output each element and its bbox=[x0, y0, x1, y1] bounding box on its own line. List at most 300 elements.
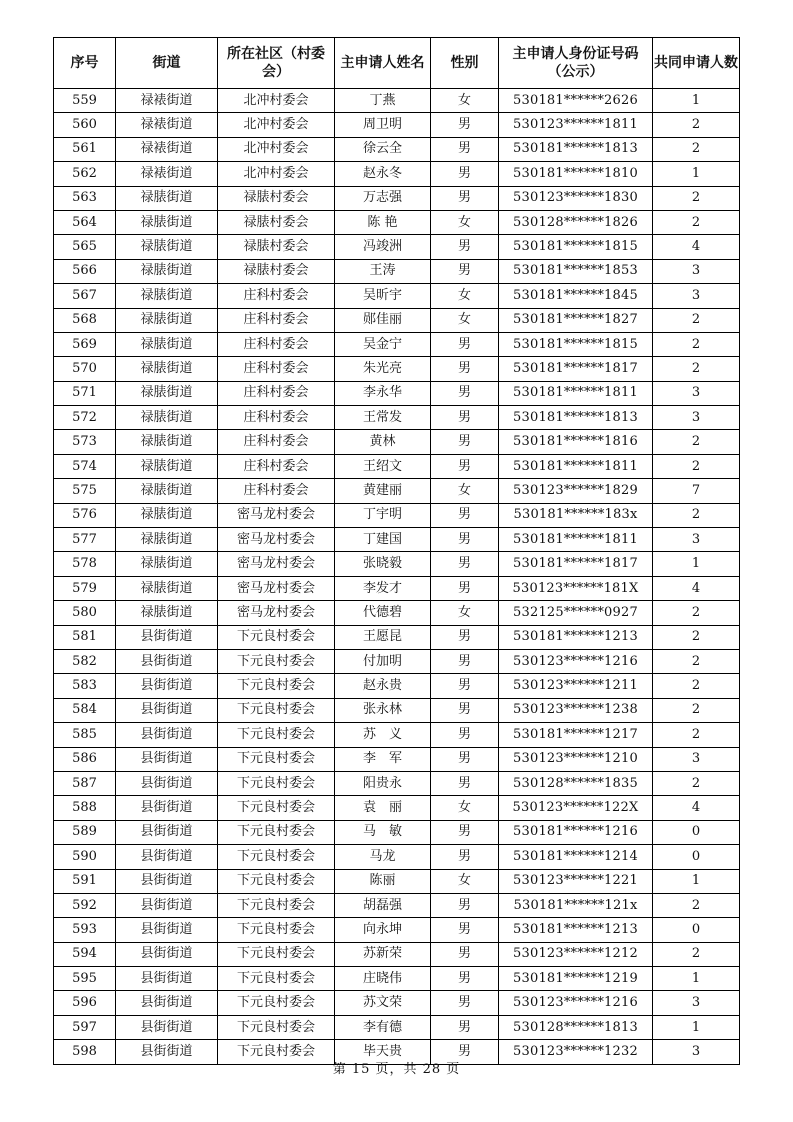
table-row bbox=[54, 406, 740, 430]
street-cell: 县街街道 bbox=[116, 649, 218, 673]
serial-number-cell: 572 bbox=[54, 406, 116, 430]
gender-cell: 男 bbox=[431, 918, 499, 942]
community-cell: 下元良村委会 bbox=[218, 942, 335, 966]
gender-cell: 男 bbox=[431, 991, 499, 1015]
community-cell: 下元良村委会 bbox=[218, 918, 335, 942]
serial-number-cell: 574 bbox=[54, 454, 116, 478]
id-number-cell: 530181******1213 bbox=[499, 918, 653, 942]
applicant-name-cell: 黄建丽 bbox=[335, 479, 431, 503]
header-street: 街道 bbox=[116, 38, 218, 89]
serial-number-cell: 586 bbox=[54, 747, 116, 771]
table-row bbox=[54, 771, 740, 795]
street-cell: 禄脿街道 bbox=[116, 332, 218, 356]
applicant-name-cell: 冯竣洲 bbox=[335, 235, 431, 259]
id-number-cell: 530181******1817 bbox=[499, 552, 653, 576]
table-row bbox=[54, 284, 740, 308]
community-cell: 禄脿村委会 bbox=[218, 259, 335, 283]
co-applicant-count-cell: 2 bbox=[653, 357, 740, 381]
street-cell: 禄脿街道 bbox=[116, 454, 218, 478]
table-row bbox=[54, 552, 740, 576]
id-number-cell: 530123******1216 bbox=[499, 991, 653, 1015]
id-number-cell: 530181******183x bbox=[499, 503, 653, 527]
street-cell: 禄脿街道 bbox=[116, 479, 218, 503]
co-applicant-count-cell: 4 bbox=[653, 235, 740, 259]
serial-number-cell: 568 bbox=[54, 308, 116, 332]
applicant-name-cell: 朱光亮 bbox=[335, 357, 431, 381]
serial-number-cell: 590 bbox=[54, 845, 116, 869]
gender-cell: 男 bbox=[431, 698, 499, 722]
id-number-cell: 530181******1816 bbox=[499, 430, 653, 454]
serial-number-cell: 593 bbox=[54, 918, 116, 942]
id-number-cell: 530123******1210 bbox=[499, 747, 653, 771]
applicant-table bbox=[53, 37, 740, 1065]
street-cell: 禄裱街道 bbox=[116, 162, 218, 186]
id-number-cell: 530181******1219 bbox=[499, 967, 653, 991]
co-applicant-count-cell: 2 bbox=[653, 674, 740, 698]
street-cell: 禄脿街道 bbox=[116, 357, 218, 381]
id-number-cell: 530181******1853 bbox=[499, 259, 653, 283]
gender-cell: 男 bbox=[431, 113, 499, 137]
street-cell: 县街街道 bbox=[116, 967, 218, 991]
street-cell: 县街街道 bbox=[116, 723, 218, 747]
community-cell: 北冲村委会 bbox=[218, 113, 335, 137]
header-applicant-name: 主申请人姓名 bbox=[335, 38, 431, 89]
street-cell: 禄脿街道 bbox=[116, 552, 218, 576]
id-number-cell: 530123******1221 bbox=[499, 869, 653, 893]
id-number-cell: 530123******122X bbox=[499, 796, 653, 820]
id-number-cell: 530181******2626 bbox=[499, 89, 653, 113]
table-row bbox=[54, 381, 740, 405]
serial-number-cell: 564 bbox=[54, 210, 116, 234]
table-row bbox=[54, 893, 740, 917]
community-cell: 下元良村委会 bbox=[218, 893, 335, 917]
table-row bbox=[54, 503, 740, 527]
co-applicant-count-cell: 0 bbox=[653, 918, 740, 942]
street-cell: 县街街道 bbox=[116, 674, 218, 698]
serial-number-cell: 594 bbox=[54, 942, 116, 966]
gender-cell: 男 bbox=[431, 1015, 499, 1039]
id-number-cell: 530128******1813 bbox=[499, 1015, 653, 1039]
street-cell: 禄脿街道 bbox=[116, 601, 218, 625]
community-cell: 下元良村委会 bbox=[218, 967, 335, 991]
gender-cell: 男 bbox=[431, 406, 499, 430]
gender-cell: 女 bbox=[431, 479, 499, 503]
header-gender: 性别 bbox=[431, 38, 499, 89]
table-row bbox=[54, 162, 740, 186]
community-cell: 密马龙村委会 bbox=[218, 528, 335, 552]
table-row bbox=[54, 259, 740, 283]
community-cell: 禄脿村委会 bbox=[218, 210, 335, 234]
serial-number-cell: 582 bbox=[54, 649, 116, 673]
co-applicant-count-cell: 2 bbox=[653, 503, 740, 527]
community-cell: 北冲村委会 bbox=[218, 137, 335, 161]
serial-number-cell: 598 bbox=[54, 1040, 116, 1064]
gender-cell: 男 bbox=[431, 332, 499, 356]
community-cell: 下元良村委会 bbox=[218, 747, 335, 771]
table-row bbox=[54, 796, 740, 820]
gender-cell: 男 bbox=[431, 942, 499, 966]
table-header-row bbox=[54, 38, 740, 89]
id-number-cell: 530123******1238 bbox=[499, 698, 653, 722]
street-cell: 禄脿街道 bbox=[116, 528, 218, 552]
street-cell: 县街街道 bbox=[116, 698, 218, 722]
table-row bbox=[54, 1015, 740, 1039]
id-number-cell: 532125******0927 bbox=[499, 601, 653, 625]
co-applicant-count-cell: 4 bbox=[653, 796, 740, 820]
serial-number-cell: 585 bbox=[54, 723, 116, 747]
id-number-cell: 530181******1811 bbox=[499, 381, 653, 405]
applicant-name-cell: 陈 艳 bbox=[335, 210, 431, 234]
applicant-name-cell: 张晓毅 bbox=[335, 552, 431, 576]
co-applicant-count-cell: 3 bbox=[653, 1040, 740, 1064]
community-cell: 庄科村委会 bbox=[218, 357, 335, 381]
id-number-cell: 530123******1212 bbox=[499, 942, 653, 966]
serial-number-cell: 566 bbox=[54, 259, 116, 283]
table-row bbox=[54, 454, 740, 478]
id-number-cell: 530123******1829 bbox=[499, 479, 653, 503]
applicant-name-cell: 王绍文 bbox=[335, 454, 431, 478]
street-cell: 禄脿街道 bbox=[116, 259, 218, 283]
applicant-name-cell: 吴金宁 bbox=[335, 332, 431, 356]
serial-number-cell: 567 bbox=[54, 284, 116, 308]
gender-cell: 男 bbox=[431, 259, 499, 283]
gender-cell: 男 bbox=[431, 674, 499, 698]
applicant-name-cell: 王涛 bbox=[335, 259, 431, 283]
id-number-cell: 530123******1811 bbox=[499, 113, 653, 137]
serial-number-cell: 559 bbox=[54, 89, 116, 113]
table-row bbox=[54, 820, 740, 844]
street-cell: 禄裱街道 bbox=[116, 137, 218, 161]
street-cell: 禄脿街道 bbox=[116, 308, 218, 332]
table-row bbox=[54, 576, 740, 600]
co-applicant-count-cell: 2 bbox=[653, 649, 740, 673]
gender-cell: 男 bbox=[431, 723, 499, 747]
street-cell: 禄脿街道 bbox=[116, 381, 218, 405]
community-cell: 密马龙村委会 bbox=[218, 576, 335, 600]
community-cell: 庄科村委会 bbox=[218, 454, 335, 478]
id-number-cell: 530181******1811 bbox=[499, 528, 653, 552]
applicant-name-cell: 苏文荣 bbox=[335, 991, 431, 1015]
id-number-cell: 530181******1815 bbox=[499, 235, 653, 259]
gender-cell: 男 bbox=[431, 845, 499, 869]
applicant-name-cell: 毕天贵 bbox=[335, 1040, 431, 1064]
community-cell: 下元良村委会 bbox=[218, 845, 335, 869]
header-id-number: 主申请人身份证号码（公示） bbox=[499, 38, 653, 89]
co-applicant-count-cell: 3 bbox=[653, 284, 740, 308]
serial-number-cell: 588 bbox=[54, 796, 116, 820]
street-cell: 县街街道 bbox=[116, 869, 218, 893]
id-number-cell: 530123******181X bbox=[499, 576, 653, 600]
community-cell: 庄科村委会 bbox=[218, 284, 335, 308]
co-applicant-count-cell: 1 bbox=[653, 869, 740, 893]
serial-number-cell: 592 bbox=[54, 893, 116, 917]
applicant-name-cell: 李发才 bbox=[335, 576, 431, 600]
community-cell: 密马龙村委会 bbox=[218, 552, 335, 576]
table-row bbox=[54, 308, 740, 332]
id-number-cell: 530128******1835 bbox=[499, 771, 653, 795]
gender-cell: 女 bbox=[431, 89, 499, 113]
applicant-name-cell: 李 军 bbox=[335, 747, 431, 771]
community-cell: 庄科村委会 bbox=[218, 479, 335, 503]
co-applicant-count-cell: 3 bbox=[653, 747, 740, 771]
table-row bbox=[54, 625, 740, 649]
co-applicant-count-cell: 2 bbox=[653, 601, 740, 625]
applicant-name-cell: 周卫明 bbox=[335, 113, 431, 137]
co-applicant-count-cell: 2 bbox=[653, 137, 740, 161]
serial-number-cell: 577 bbox=[54, 528, 116, 552]
gender-cell: 女 bbox=[431, 796, 499, 820]
applicant-name-cell: 丁宇明 bbox=[335, 503, 431, 527]
table-row bbox=[54, 918, 740, 942]
co-applicant-count-cell: 2 bbox=[653, 942, 740, 966]
serial-number-cell: 575 bbox=[54, 479, 116, 503]
gender-cell: 男 bbox=[431, 625, 499, 649]
id-number-cell: 530123******1216 bbox=[499, 649, 653, 673]
id-number-cell: 530181******1216 bbox=[499, 820, 653, 844]
applicant-name-cell: 代德碧 bbox=[335, 601, 431, 625]
street-cell: 禄裱街道 bbox=[116, 113, 218, 137]
community-cell: 禄脿村委会 bbox=[218, 235, 335, 259]
co-applicant-count-cell: 3 bbox=[653, 259, 740, 283]
applicant-name-cell: 马 敏 bbox=[335, 820, 431, 844]
co-applicant-count-cell: 1 bbox=[653, 162, 740, 186]
header-co-applicant-count: 共同申请人数 bbox=[653, 38, 740, 89]
header-serial-number: 序号 bbox=[54, 38, 116, 89]
table-row bbox=[54, 869, 740, 893]
community-cell: 下元良村委会 bbox=[218, 1040, 335, 1064]
co-applicant-count-cell: 3 bbox=[653, 406, 740, 430]
gender-cell: 男 bbox=[431, 967, 499, 991]
community-cell: 禄脿村委会 bbox=[218, 186, 335, 210]
co-applicant-count-cell: 0 bbox=[653, 845, 740, 869]
applicant-name-cell: 丁建国 bbox=[335, 528, 431, 552]
community-cell: 下元良村委会 bbox=[218, 771, 335, 795]
id-number-cell: 530181******1810 bbox=[499, 162, 653, 186]
serial-number-cell: 573 bbox=[54, 430, 116, 454]
community-cell: 下元良村委会 bbox=[218, 1015, 335, 1039]
street-cell: 禄脿街道 bbox=[116, 430, 218, 454]
id-number-cell: 530181******1845 bbox=[499, 284, 653, 308]
table-row bbox=[54, 991, 740, 1015]
gender-cell: 女 bbox=[431, 308, 499, 332]
street-cell: 禄脿街道 bbox=[116, 210, 218, 234]
co-applicant-count-cell: 1 bbox=[653, 1015, 740, 1039]
community-cell: 北冲村委会 bbox=[218, 162, 335, 186]
co-applicant-count-cell: 0 bbox=[653, 820, 740, 844]
applicant-name-cell: 苏 义 bbox=[335, 723, 431, 747]
table-row bbox=[54, 942, 740, 966]
street-cell: 县街街道 bbox=[116, 771, 218, 795]
gender-cell: 男 bbox=[431, 357, 499, 381]
table-row bbox=[54, 113, 740, 137]
table-row bbox=[54, 723, 740, 747]
table-row bbox=[54, 137, 740, 161]
co-applicant-count-cell: 2 bbox=[653, 454, 740, 478]
street-cell: 禄脿街道 bbox=[116, 186, 218, 210]
serial-number-cell: 571 bbox=[54, 381, 116, 405]
street-cell: 县街街道 bbox=[116, 893, 218, 917]
serial-number-cell: 595 bbox=[54, 967, 116, 991]
serial-number-cell: 565 bbox=[54, 235, 116, 259]
co-applicant-count-cell: 7 bbox=[653, 479, 740, 503]
id-number-cell: 530181******1827 bbox=[499, 308, 653, 332]
serial-number-cell: 563 bbox=[54, 186, 116, 210]
community-cell: 下元良村委会 bbox=[218, 796, 335, 820]
co-applicant-count-cell: 1 bbox=[653, 552, 740, 576]
street-cell: 禄裱街道 bbox=[116, 89, 218, 113]
co-applicant-count-cell: 3 bbox=[653, 991, 740, 1015]
applicant-name-cell: 李永华 bbox=[335, 381, 431, 405]
street-cell: 禄脿街道 bbox=[116, 284, 218, 308]
applicant-name-cell: 袁 丽 bbox=[335, 796, 431, 820]
id-number-cell: 530181******1214 bbox=[499, 845, 653, 869]
serial-number-cell: 581 bbox=[54, 625, 116, 649]
co-applicant-count-cell: 2 bbox=[653, 210, 740, 234]
gender-cell: 男 bbox=[431, 649, 499, 673]
gender-cell: 男 bbox=[431, 1040, 499, 1064]
serial-number-cell: 597 bbox=[54, 1015, 116, 1039]
co-applicant-count-cell: 4 bbox=[653, 576, 740, 600]
serial-number-cell: 576 bbox=[54, 503, 116, 527]
serial-number-cell: 580 bbox=[54, 601, 116, 625]
table-row bbox=[54, 235, 740, 259]
id-number-cell: 530128******1826 bbox=[499, 210, 653, 234]
gender-cell: 女 bbox=[431, 869, 499, 893]
gender-cell: 男 bbox=[431, 430, 499, 454]
serial-number-cell: 561 bbox=[54, 137, 116, 161]
gender-cell: 男 bbox=[431, 137, 499, 161]
community-cell: 下元良村委会 bbox=[218, 625, 335, 649]
gender-cell: 男 bbox=[431, 235, 499, 259]
table-row bbox=[54, 601, 740, 625]
table-row bbox=[54, 698, 740, 722]
community-cell: 下元良村委会 bbox=[218, 869, 335, 893]
applicant-name-cell: 马龙 bbox=[335, 845, 431, 869]
table-row bbox=[54, 845, 740, 869]
table-row bbox=[54, 332, 740, 356]
community-cell: 下元良村委会 bbox=[218, 649, 335, 673]
id-number-cell: 530181******1811 bbox=[499, 454, 653, 478]
gender-cell: 男 bbox=[431, 503, 499, 527]
serial-number-cell: 596 bbox=[54, 991, 116, 1015]
serial-number-cell: 591 bbox=[54, 869, 116, 893]
table-row bbox=[54, 479, 740, 503]
gender-cell: 男 bbox=[431, 454, 499, 478]
community-cell: 下元良村委会 bbox=[218, 674, 335, 698]
street-cell: 县街街道 bbox=[116, 625, 218, 649]
id-number-cell: 530181******1813 bbox=[499, 406, 653, 430]
gender-cell: 男 bbox=[431, 747, 499, 771]
table-row bbox=[54, 186, 740, 210]
co-applicant-count-cell: 2 bbox=[653, 430, 740, 454]
community-cell: 庄科村委会 bbox=[218, 308, 335, 332]
co-applicant-count-cell: 2 bbox=[653, 698, 740, 722]
street-cell: 县街街道 bbox=[116, 942, 218, 966]
applicant-name-cell: 丁燕 bbox=[335, 89, 431, 113]
co-applicant-count-cell: 2 bbox=[653, 186, 740, 210]
gender-cell: 女 bbox=[431, 210, 499, 234]
gender-cell: 男 bbox=[431, 820, 499, 844]
community-cell: 密马龙村委会 bbox=[218, 503, 335, 527]
applicant-name-cell: 徐云全 bbox=[335, 137, 431, 161]
gender-cell: 男 bbox=[431, 186, 499, 210]
community-cell: 下元良村委会 bbox=[218, 820, 335, 844]
street-cell: 县街街道 bbox=[116, 820, 218, 844]
applicant-name-cell: 陈丽 bbox=[335, 869, 431, 893]
applicant-name-cell: 付加明 bbox=[335, 649, 431, 673]
serial-number-cell: 584 bbox=[54, 698, 116, 722]
gender-cell: 男 bbox=[431, 893, 499, 917]
page-footer: 第 15 页，共 28 页 bbox=[332, 1062, 461, 1077]
serial-number-cell: 579 bbox=[54, 576, 116, 600]
id-number-cell: 530181******1217 bbox=[499, 723, 653, 747]
gender-cell: 女 bbox=[431, 601, 499, 625]
table-row bbox=[54, 430, 740, 454]
co-applicant-count-cell: 1 bbox=[653, 967, 740, 991]
applicant-name-cell: 张永林 bbox=[335, 698, 431, 722]
co-applicant-count-cell: 1 bbox=[653, 89, 740, 113]
street-cell: 县街街道 bbox=[116, 1015, 218, 1039]
table-row bbox=[54, 357, 740, 381]
community-cell: 下元良村委会 bbox=[218, 723, 335, 747]
table-row bbox=[54, 674, 740, 698]
community-cell: 庄科村委会 bbox=[218, 430, 335, 454]
applicant-name-cell: 赵永贵 bbox=[335, 674, 431, 698]
community-cell: 密马龙村委会 bbox=[218, 601, 335, 625]
co-applicant-count-cell: 3 bbox=[653, 528, 740, 552]
id-number-cell: 530181******1815 bbox=[499, 332, 653, 356]
applicant-name-cell: 胡磊强 bbox=[335, 893, 431, 917]
applicant-name-cell: 向永坤 bbox=[335, 918, 431, 942]
serial-number-cell: 578 bbox=[54, 552, 116, 576]
applicant-name-cell: 阳贵永 bbox=[335, 771, 431, 795]
applicant-name-cell: 苏新荣 bbox=[335, 942, 431, 966]
table-row bbox=[54, 210, 740, 234]
id-number-cell: 530181******121x bbox=[499, 893, 653, 917]
serial-number-cell: 560 bbox=[54, 113, 116, 137]
applicant-name-cell: 赵永冬 bbox=[335, 162, 431, 186]
table-row bbox=[54, 528, 740, 552]
co-applicant-count-cell: 2 bbox=[653, 723, 740, 747]
community-cell: 下元良村委会 bbox=[218, 698, 335, 722]
serial-number-cell: 570 bbox=[54, 357, 116, 381]
id-number-cell: 530181******1813 bbox=[499, 137, 653, 161]
co-applicant-count-cell: 2 bbox=[653, 771, 740, 795]
street-cell: 县街街道 bbox=[116, 1040, 218, 1064]
co-applicant-count-cell: 2 bbox=[653, 113, 740, 137]
gender-cell: 男 bbox=[431, 576, 499, 600]
header-community: 所在社区（村委会） bbox=[218, 38, 335, 89]
applicant-name-cell: 庄晓伟 bbox=[335, 967, 431, 991]
table-body bbox=[54, 89, 740, 1065]
street-cell: 县街街道 bbox=[116, 918, 218, 942]
gender-cell: 男 bbox=[431, 528, 499, 552]
serial-number-cell: 569 bbox=[54, 332, 116, 356]
gender-cell: 男 bbox=[431, 381, 499, 405]
community-cell: 庄科村委会 bbox=[218, 406, 335, 430]
street-cell: 县街街道 bbox=[116, 747, 218, 771]
street-cell: 县街街道 bbox=[116, 991, 218, 1015]
gender-cell: 女 bbox=[431, 284, 499, 308]
co-applicant-count-cell: 3 bbox=[653, 381, 740, 405]
gender-cell: 男 bbox=[431, 771, 499, 795]
serial-number-cell: 587 bbox=[54, 771, 116, 795]
gender-cell: 男 bbox=[431, 552, 499, 576]
id-number-cell: 530123******1211 bbox=[499, 674, 653, 698]
serial-number-cell: 589 bbox=[54, 820, 116, 844]
id-number-cell: 530181******1817 bbox=[499, 357, 653, 381]
street-cell: 禄脿街道 bbox=[116, 406, 218, 430]
